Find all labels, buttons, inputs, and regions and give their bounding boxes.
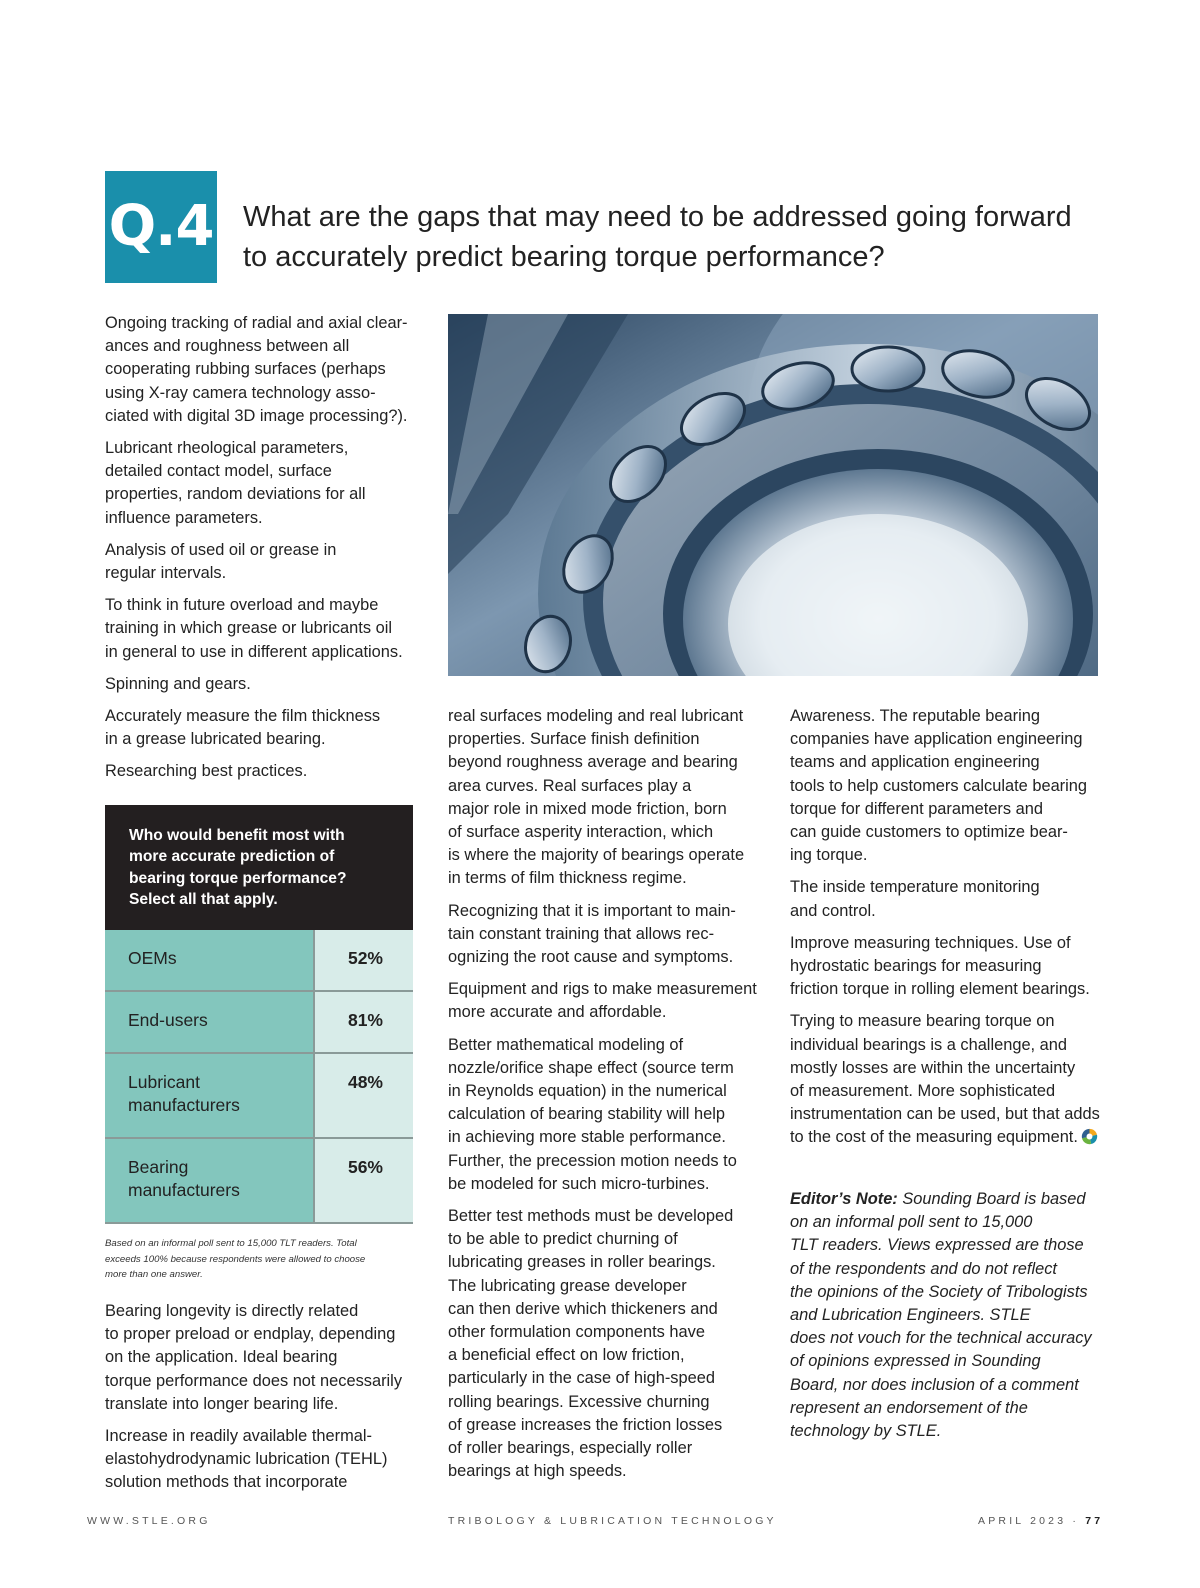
text-line: to be able to predict churning of: [448, 1230, 678, 1249]
text-line: lubricating greases in roller bearings.: [448, 1253, 716, 1272]
text-line: ances and roughness between all: [105, 337, 350, 356]
text-line: Accurately measure the film thickness: [105, 707, 381, 726]
poll-row-label: [105, 1139, 315, 1222]
text-line: Better test methods must be developed: [448, 1207, 734, 1226]
poll-row-label: [105, 930, 315, 990]
stle-logo-icon: [1081, 1128, 1098, 1145]
poll-box: [105, 805, 413, 1283]
editors-note-line: represent an endorsement of the: [790, 1398, 1028, 1417]
text-line: of grease increases the friction losses: [448, 1415, 723, 1434]
poll-label-line: End-users: [128, 1010, 208, 1030]
paragraph: [448, 1034, 768, 1196]
text-line: ciated with digital 3D image processing?).: [105, 406, 408, 425]
paragraph: [448, 705, 768, 891]
text-line: Improve measuring techniques. Use of: [790, 933, 1071, 952]
poll-footnote-line: more than one answer.: [105, 1269, 203, 1280]
text-line: in general to use in different applications.: [105, 642, 403, 661]
poll-question-line: Who would benefit most with: [129, 827, 345, 844]
text-line: calculation of bearing stability will help: [448, 1105, 725, 1124]
paragraph: [448, 900, 768, 970]
text-line: properties. Surface finish definition: [448, 730, 700, 749]
bearing-image: [448, 314, 1098, 676]
poll-row-bearing-manufacturers: [105, 1139, 413, 1224]
text-line: in terms of film thickness regime.: [448, 869, 687, 888]
paragraph: [105, 437, 420, 530]
text-line: beyond roughness average and bearing: [448, 753, 738, 772]
footer-publication: TRIBOLOGY & LUBRICATION TECHNOLOGY: [448, 1515, 777, 1527]
text-line: cooperating rubbing surfaces (perhaps: [105, 360, 386, 379]
paragraph: [790, 705, 1110, 867]
poll-row-value: 81%: [315, 992, 413, 1052]
editors-note-line: Board, nor does inclusion of a comment: [790, 1375, 1079, 1394]
text-line: in achieving more stable performance.: [448, 1128, 726, 1147]
text-line: influence parameters.: [105, 508, 263, 527]
text-line: Further, the precession motion needs to: [448, 1151, 737, 1170]
poll-row-lubricant-manufacturers: [105, 1054, 413, 1139]
text-line: properties, random deviations for all: [105, 485, 366, 504]
text-line: detailed contact model, surface: [105, 462, 332, 481]
paragraph: [790, 876, 1110, 922]
footer-separator: ·: [1072, 1515, 1080, 1527]
poll-question-line: Select all that apply.: [129, 890, 278, 908]
editors-note-line: TLT readers. Views expressed are those: [790, 1236, 1084, 1255]
text-line: Spinning and gears.: [105, 674, 251, 693]
paragraph: [105, 1425, 420, 1495]
page-number: 77: [1085, 1515, 1104, 1527]
text-line: ognizing the root cause and symptoms.: [448, 948, 734, 967]
poll-question-line: more accurate prediction of: [129, 848, 335, 866]
text-line: Increase in readily available thermal-: [105, 1427, 372, 1446]
text-line: in a grease lubricated bearing.: [105, 730, 326, 749]
text-line: torque performance does not necessarily: [105, 1371, 403, 1390]
text-line: Equipment and rigs to make measurement: [448, 980, 757, 999]
text-line: Awareness. The reputable bearing: [790, 707, 1040, 725]
text-line: Lubricant rheological parameters,: [105, 439, 349, 458]
text-line: The inside temperature monitoring: [790, 878, 1040, 897]
text-line: The lubricating grease developer: [448, 1276, 687, 1295]
editors-note-line: of opinions expressed in Sounding: [790, 1352, 1041, 1371]
text-line: mostly losses are within the uncertainty: [790, 1058, 1076, 1077]
editors-note-first-line: [790, 1188, 1110, 1211]
poll-footnote: [105, 1236, 413, 1283]
text-line: particularly in the case of high-speed: [448, 1369, 715, 1388]
bearing-photo: [448, 314, 1098, 676]
poll-label-line: manufacturers: [128, 1180, 240, 1200]
text-line: to proper preload or endplay, depending: [105, 1325, 396, 1344]
text-line: more accurate and affordable.: [448, 1003, 667, 1022]
text-line: on the application. Ideal bearing: [105, 1348, 338, 1367]
text-line: hydrostatic bearings for measuring: [790, 957, 1042, 976]
text-line: is where the majority of bearings operate: [448, 846, 745, 865]
footer-date: APRIL 2023: [978, 1515, 1067, 1527]
text-line: major role in mixed mode friction, born: [448, 799, 727, 818]
question-badge: Q.4: [105, 171, 217, 283]
poll-label-line: Lubricant: [128, 1072, 200, 1092]
editors-note: [790, 1188, 1110, 1443]
footer-website[interactable]: WWW.STLE.ORG: [87, 1515, 211, 1527]
poll-row-end-users: [105, 992, 413, 1054]
text-line: can guide customers to optimize bear-: [790, 823, 1068, 842]
paragraph: [790, 1010, 1110, 1149]
text-line: of roller bearings, especially roller: [448, 1439, 693, 1458]
poll-row-value: 48%: [315, 1054, 413, 1137]
editors-note-line: does not vouch for the technical accuracy: [790, 1329, 1092, 1348]
poll-footnote-line: exceeds 100% because respondents were allowed to choose: [105, 1253, 366, 1265]
text-line: training in which grease or lubricants oil: [105, 619, 392, 638]
text-line: regular intervals.: [105, 564, 227, 583]
poll-label-line: Bearing: [128, 1157, 189, 1177]
paragraph: [448, 1205, 768, 1483]
text-line: real surfaces modeling and real lubricant: [448, 707, 744, 725]
column-3: [790, 705, 1110, 1159]
editors-note-text: Sounding Board is based: [897, 1190, 1086, 1208]
paragraph: [105, 312, 420, 428]
editors-note-line: technology by STLE.: [790, 1422, 942, 1441]
text-line: rolling bearings. Excessive churning: [448, 1392, 710, 1411]
paragraph: [105, 594, 420, 664]
text-line: to the cost of the measuring equipment.: [790, 1126, 1110, 1149]
paragraph: [448, 978, 768, 1024]
paragraph: [105, 705, 420, 751]
text-line: individual bearings is a challenge, and: [790, 1035, 1068, 1054]
editors-note-line: and Lubrication Engineers. STLE: [790, 1306, 1031, 1325]
editors-note-line: the opinions of the Society of Tribologists: [790, 1282, 1088, 1301]
poll-row-label: [105, 1054, 315, 1137]
paragraph: [105, 539, 420, 585]
text-line: tools to help customers calculate bearing: [790, 776, 1088, 795]
text-line: tain constant training that allows rec-: [448, 924, 715, 943]
text-line: Bearing longevity is directly related: [105, 1302, 359, 1320]
text-line: Ongoing tracking of radial and axial clear-: [105, 314, 408, 332]
poll-row-value: 56%: [315, 1139, 413, 1222]
poll-question-line: bearing torque performance?: [129, 869, 347, 887]
question-title: [243, 197, 1143, 277]
footer-date-page: [978, 1515, 1103, 1527]
text-line: other formulation components have: [448, 1323, 705, 1342]
text-line: companies have application engineering: [790, 730, 1083, 749]
text-line: using X-ray camera technology asso-: [105, 383, 376, 402]
paragraph: [105, 760, 420, 783]
text-line: instrumentation can be used, but that adds: [790, 1105, 1100, 1124]
text-line: be modeled for such micro-turbines.: [448, 1174, 710, 1193]
text-line: Researching best practices.: [105, 762, 308, 781]
text-line: bearings at high speeds.: [448, 1462, 627, 1481]
text-line: translate into longer bearing life.: [105, 1394, 339, 1413]
editors-note-label: Editor’s Note:: [790, 1190, 898, 1208]
paragraph: [105, 673, 420, 696]
text-line: elastohydrodynamic lubrication (TEHL): [105, 1450, 388, 1469]
poll-label-line: manufacturers: [128, 1095, 240, 1115]
text-line: in Reynolds equation) in the numerical: [448, 1082, 727, 1101]
editors-note-line: on an informal poll sent to 15,000: [790, 1213, 1033, 1232]
paragraph: [790, 932, 1110, 1002]
text-line: solution methods that incorporate: [105, 1473, 348, 1492]
poll-row-oems: [105, 930, 413, 992]
text-line: area curves. Real surfaces play a: [448, 776, 692, 795]
text-line: Trying to measure bearing torque on: [790, 1012, 1055, 1031]
text-line: Recognizing that it is important to main-: [448, 901, 736, 920]
text-line: and control.: [790, 901, 876, 920]
question-title-line: to accurately predict bearing torque performance?: [243, 241, 885, 273]
column-1-continued: [105, 1300, 420, 1504]
poll-question: [105, 805, 413, 930]
text-line: a beneficial effect on low friction,: [448, 1346, 685, 1365]
text-line: To think in future overload and maybe: [105, 596, 379, 615]
text-line: ing torque.: [790, 846, 868, 865]
text-line: nozzle/orifice shape effect (source term: [448, 1058, 734, 1077]
text-line: torque for different parameters and: [790, 799, 1043, 818]
text-line: Better mathematical modeling of: [448, 1035, 684, 1054]
text-line: teams and application engineering: [790, 753, 1040, 772]
editors-note-line: of the respondents and do not reflect: [790, 1259, 1057, 1278]
text-line: of surface asperity interaction, which: [448, 823, 714, 842]
column-2: [448, 705, 768, 1493]
poll-footnote-line: Based on an informal poll sent to 15,000 TLT readers. Total: [105, 1238, 357, 1249]
text-line: can then derive which thickeners and: [448, 1299, 718, 1318]
column-1: [105, 312, 420, 793]
poll-row-value: 52%: [315, 930, 413, 990]
question-title-line: What are the gaps that may need to be addressed going forward: [243, 201, 1072, 233]
poll-label-line: OEMs: [128, 948, 177, 968]
text-line: Analysis of used oil or grease in: [105, 540, 337, 559]
text-line: friction torque in rolling element bearings.: [790, 980, 1090, 999]
text-line: of measurement. More sophisticated: [790, 1082, 1056, 1101]
paragraph: [105, 1300, 420, 1416]
poll-row-label: [105, 992, 315, 1052]
